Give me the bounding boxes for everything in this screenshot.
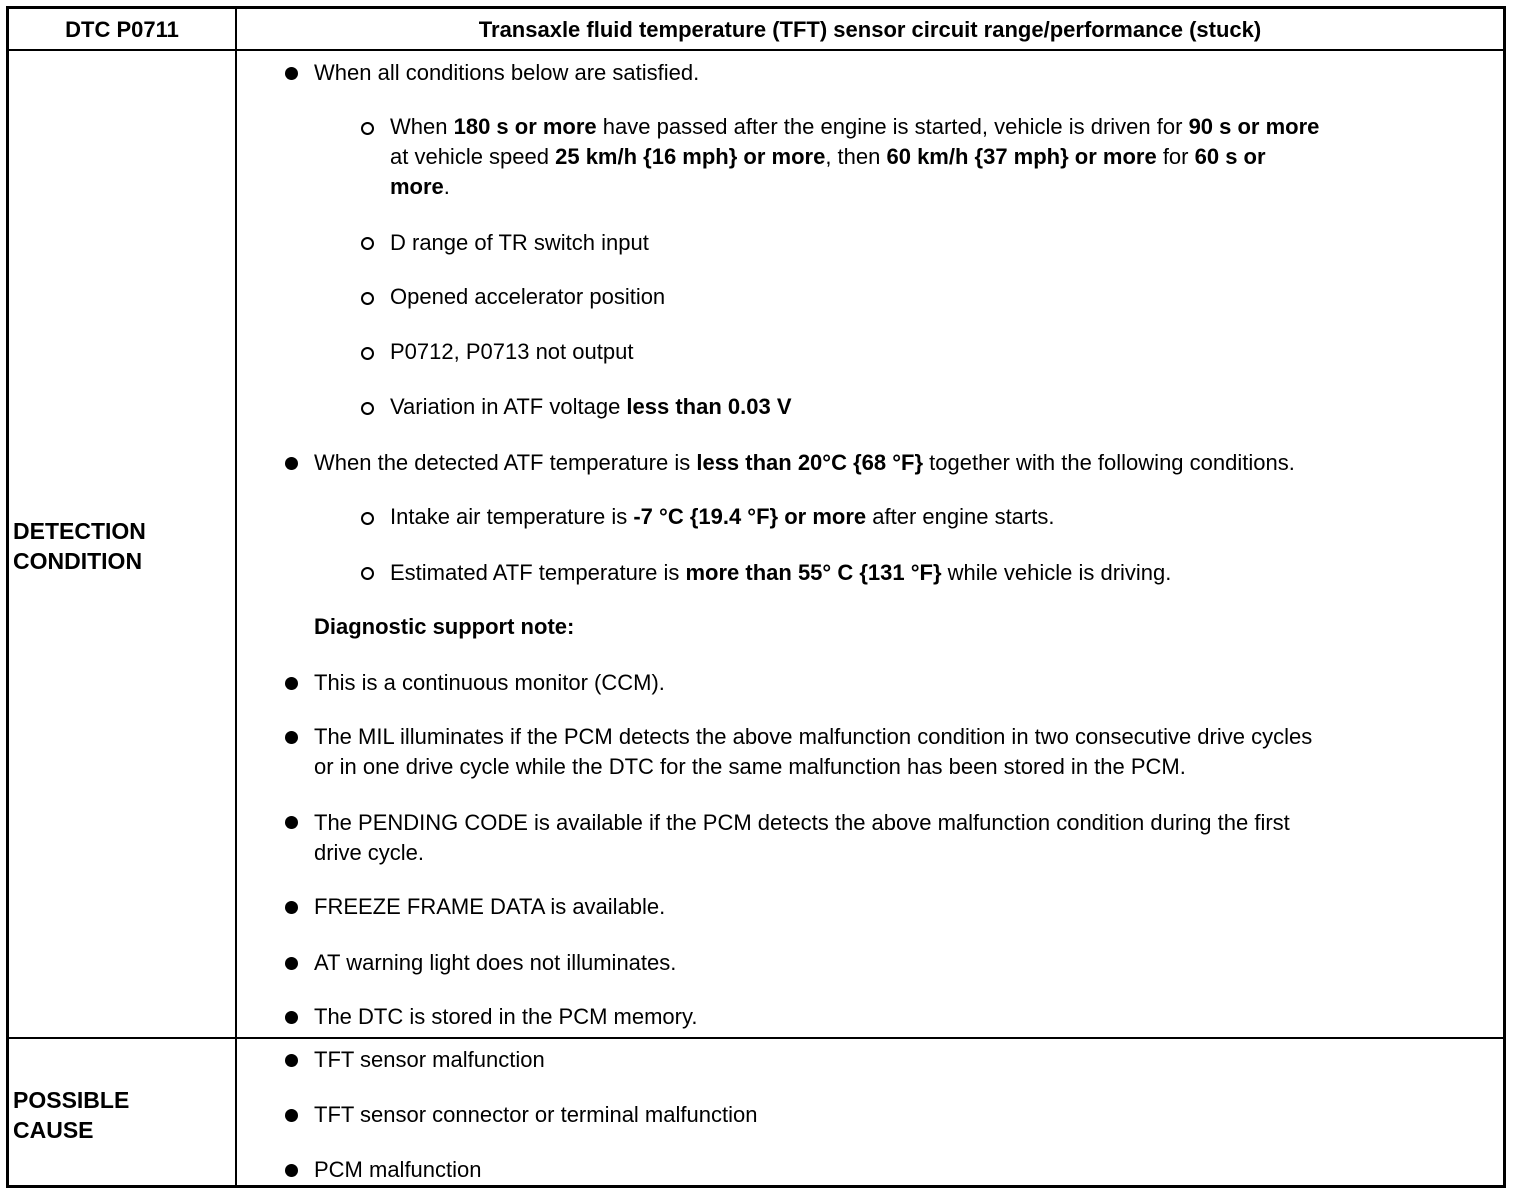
detection-item-all-conditions: When all conditions below are satisfied. xyxy=(314,60,700,85)
note-item-dtc-stored: The DTC is stored in the PCM memory. xyxy=(314,1004,698,1029)
sub-bullet-icon xyxy=(361,237,374,250)
detection-subitem-intake-air: Intake air temperature is -7 °C {19.4 °F} or more after engine starts. xyxy=(390,504,1055,529)
header-divider xyxy=(9,49,1503,51)
sub-bullet-icon xyxy=(361,122,374,135)
note-item-at-warning-light: AT warning light does not illuminates. xyxy=(314,950,677,975)
bullet-icon xyxy=(285,67,298,80)
detection-label-line2: CONDITION xyxy=(13,548,143,574)
bullet-icon xyxy=(285,816,298,829)
detection-subitem-not-output: P0712, P0713 not output xyxy=(390,339,634,364)
detection-label-line1: DETECTION xyxy=(13,518,146,544)
sub-bullet-icon xyxy=(361,512,374,525)
bullet-icon xyxy=(285,901,298,914)
bullet-icon xyxy=(285,1054,298,1067)
bullet-icon xyxy=(285,457,298,470)
row-divider xyxy=(9,1037,1503,1039)
detection-item-atf-temperature: When the detected ATF temperature is less than 20°C {68 °F} together with the following conditions. xyxy=(314,450,1295,475)
sub-bullet-icon xyxy=(361,347,374,360)
cause-item-tft-sensor: TFT sensor malfunction xyxy=(314,1047,545,1072)
cause-label-line2: CAUSE xyxy=(13,1117,94,1143)
bullet-icon xyxy=(285,1164,298,1177)
detection-subitem-accelerator: Opened accelerator position xyxy=(390,284,666,309)
dtc-title-header: Transaxle fluid temperature (TFT) sensor circuit range/performance (stuck) xyxy=(478,17,1262,42)
note-item-continuous-monitor: This is a continuous monitor (CCM). xyxy=(314,670,665,695)
bullet-icon xyxy=(285,1109,298,1122)
note-item-pending-code: The PENDING CODE is available if the PCM detects the above malfunction condition during the first drive cycle. xyxy=(314,810,1290,865)
sub-bullet-icon xyxy=(361,402,374,415)
bullet-icon xyxy=(285,731,298,744)
detection-subitem-voltage: Variation in ATF voltage less than 0.03 V xyxy=(390,394,792,419)
bullet-icon xyxy=(285,1011,298,1024)
detection-subitem-d-range: D range of TR switch input xyxy=(390,230,649,255)
cause-item-tft-connector: TFT sensor connector or terminal malfunction xyxy=(314,1102,758,1127)
column-divider xyxy=(235,9,237,1185)
possible-cause-label xyxy=(13,1085,129,1145)
cause-item-pcm: PCM malfunction xyxy=(314,1157,482,1182)
diagnostic-support-note-heading: Diagnostic support note: xyxy=(314,614,575,639)
bullet-icon xyxy=(285,957,298,970)
detection-condition-label xyxy=(13,516,146,576)
dtc-table xyxy=(6,6,1506,1188)
sub-bullet-icon xyxy=(361,567,374,580)
note-item-mil: The MIL illuminates if the PCM detects the above malfunction condition in two consecutive drive cycles or in one drive cycle while the DTC for the same malfunction has been stored in the PCM. xyxy=(314,724,1313,779)
detection-subitem-estimated-atf: Estimated ATF temperature is more than 55° C {131 °F} while vehicle is driving. xyxy=(390,560,1172,585)
note-item-freeze-frame: FREEZE FRAME DATA is available. xyxy=(314,894,666,919)
detection-subitem-time-speed: When 180 s or more have passed after the engine is started, vehicle is driven for 90 s or more at vehicle speed 25 km/h {16 mph} or more, then 60 km/h {37 mph} or more for 60 s or more. xyxy=(390,114,1320,199)
bullet-icon xyxy=(285,677,298,690)
sub-bullet-icon xyxy=(361,292,374,305)
dtc-code-header: DTC P0711 xyxy=(65,17,179,42)
cause-label-line1: POSSIBLE xyxy=(13,1087,130,1113)
